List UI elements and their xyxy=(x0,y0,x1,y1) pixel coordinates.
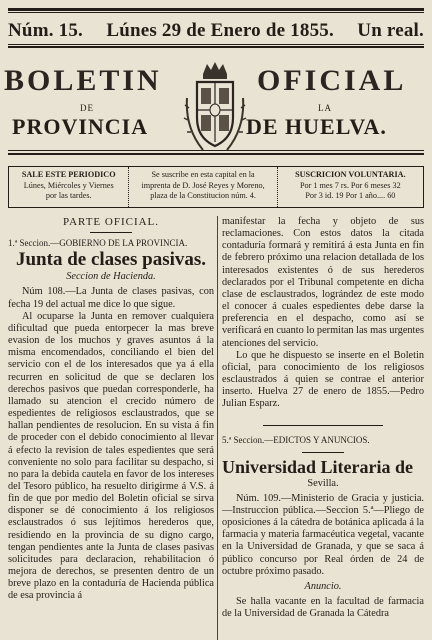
section-heading-edictos: 5.ª Seccion.—EDICTOS Y ANUNCIOS. xyxy=(222,434,370,445)
issue-rule xyxy=(8,44,424,45)
title-boletin: BOLETIN xyxy=(4,64,162,97)
location-line-3: plaza de la Constitucion núm. 4. xyxy=(150,191,256,200)
article-heading: Universidad Literaria de xyxy=(222,456,413,477)
column-divider xyxy=(217,216,218,640)
issue-line xyxy=(8,20,424,42)
subscription-prices xyxy=(278,167,423,207)
location-line-1: Se suscribe en esta capital en la xyxy=(151,170,255,179)
schedule-heading: SALE ESTE PERIODICO xyxy=(21,170,116,179)
divider xyxy=(90,232,132,233)
article-paragraph: Lo que he dispuesto se inserte en el Boletin oficial, para conocimiento de los religiosos esclaustrados á quien se contrae el anterior inserto. Huelva 27 de enero de 1855.—Pedro Julian Esparz. xyxy=(222,349,424,410)
article-paragraph: Al ocuparse la Junta en remover cualquiera dificultad que pueda entorpecer la mas breve evasion de los muchos y graves asuntos á la misma encomendados, conciliando el bien del servicio con el de los interesados que ya á ella recurren en solicitud de que se declaren los derechos pasivos que puedan corresponderle, ha llamado su atencion el crecido número de espedientes de religiosos esclaustrados, que se hallan pendientes de resolucion. En su vista á fin de proceder con el debido conocimiento al llevar á efecto la revision de tales espedientes que será conveniente no solo para facilitar su despacho, si no para la debida cautela en favor de los intereses del Tesoro público, ha resuelto dirigirme á V.S. á fin de que por medio del Boletin oficial se sirva disponer se dé conocimiento á los religiosos esclaustrados ó sus lejítimos herederos que, residiendo en la provincia de su digno cargo, tengan pendientes ante la Junta de clases pasivas solicitudes para declaracion, rehabilitacion ó mejora de derechos, se presenten dentro de un breve plazo en la contaduría de Hacienda pública de esa provincia á xyxy=(8,310,214,602)
divider xyxy=(302,452,344,453)
top-rule-thin xyxy=(8,12,424,13)
schedule-time: por las tardes. xyxy=(45,191,92,200)
prices-line-2: Por 3 id. 19 Por 1 año.... 60 xyxy=(305,191,396,200)
issue-price: Un real. xyxy=(357,20,424,41)
left-column xyxy=(8,216,214,603)
prices-heading: SUSCRICION VOLUNTARIA. xyxy=(295,170,406,179)
section-label-parte-oficial: PARTE OFICIAL. xyxy=(62,216,160,228)
title-de: DE xyxy=(80,103,94,113)
title-rule-thick xyxy=(8,153,424,155)
location-line-2: imprenta de D. José Reyes y Moreno, xyxy=(141,180,265,190)
article-paragraph: Núm 108.—La Junta de clases pasivas, con fecha 19 del actual me dice lo que sigue. xyxy=(8,286,214,310)
subscription-bar xyxy=(8,166,424,208)
issue-date: Lúnes 29 de Enero de 1855. xyxy=(106,20,334,41)
title-de-huelva: DE HUELVA. xyxy=(246,114,387,139)
subscription-location xyxy=(128,167,277,207)
article-heading: Junta de clases pasivas. xyxy=(15,249,207,271)
title-oficial: OFICIAL xyxy=(257,64,407,97)
right-column xyxy=(222,216,424,620)
section-heading-gobierno: 1.ª Seccion.—GOBIERNO DE LA PROVINCIA. xyxy=(8,238,188,249)
article-paragraph: Núm. 109.—Ministerio de Gracia y justicia.—Instruccion pública.—Seccion 5.ª—Pliego de oposiciones á la cátedra de botánica aplicada á la farmacia y materia farmacéutica vegetal, vacante en la Universidad de Granada, y que se saca á público concurso por Real órden de 24 de octubre próximo pasado. xyxy=(222,492,424,577)
article-paragraph: manifestar la fecha y objeto de sus reclamaciones. Con estos datos la citada contaduría formará y remitirá á esta Junta en fin de febrero próximo una relacion detallada de los interesados existentes ó de sus herederos declarados por el Tribunal competente en dicha clase de esclaustrados, logrández de este modo el conocer á cuales espedientes debe darse la preferencia en el despacho, como así se verificará en cuanto lo permitan las mas urgentes atenciones del servicio. xyxy=(222,216,424,349)
prices-line-1: Por 1 mes 7 rs. Por 6 meses 32 xyxy=(299,180,401,190)
top-rule xyxy=(8,8,424,11)
article-paragraph: Se halla vacante en la facultad de farmacia de la Universidad de Granada la Cátedra xyxy=(222,596,424,620)
divider xyxy=(263,425,383,426)
article-subheading: Sevilla. xyxy=(307,477,339,489)
royal-coat-of-arms-icon xyxy=(183,58,247,158)
notice-heading: Anuncio. xyxy=(304,580,342,592)
article-subheading: Seccion de Hacienda. xyxy=(66,271,156,283)
issue-rule-thick xyxy=(8,46,424,48)
schedule-days: Lúnes, Miércoles y Viernes xyxy=(23,180,114,190)
masthead xyxy=(0,0,432,215)
issue-number: Núm. 15. xyxy=(8,20,83,41)
publication-schedule xyxy=(9,167,128,207)
title-la: LA xyxy=(318,103,332,113)
title-provincia: PROVINCIA xyxy=(12,114,149,139)
title-rule xyxy=(8,150,424,151)
